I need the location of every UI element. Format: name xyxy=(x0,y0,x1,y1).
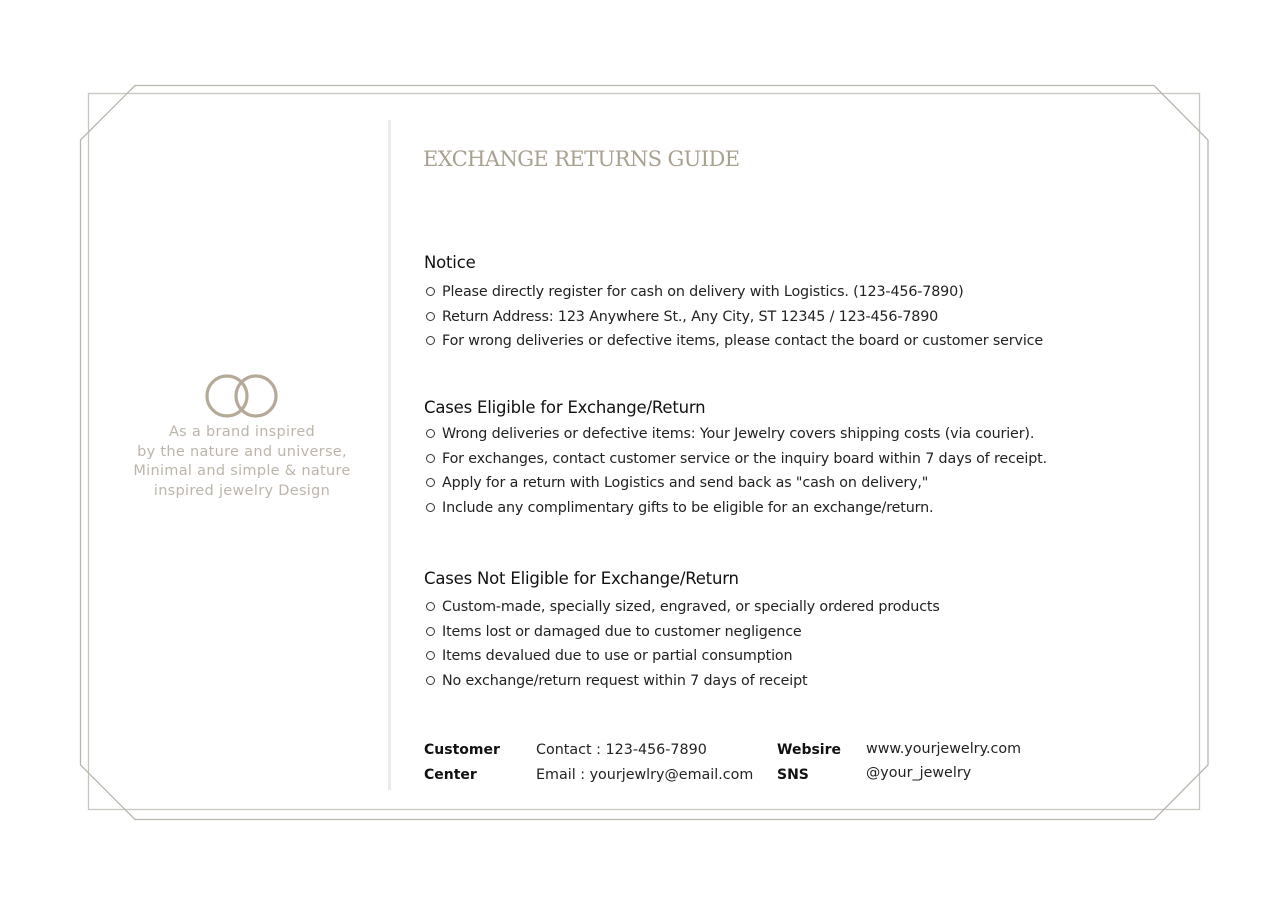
list-item-text: For exchanges, contact customer service or the inquiry board within 7 days of receipt. xyxy=(442,450,1047,467)
hollow-circle-icon xyxy=(426,454,435,463)
tagline-line: Minimal and simple & nature xyxy=(133,463,351,480)
eligible-section xyxy=(424,398,1047,520)
brand-block xyxy=(120,372,364,502)
not-eligible-section xyxy=(424,569,940,693)
sns-label: SNS xyxy=(777,766,809,783)
list-item-text: Include any complimentary gifts to be eligible for an exchange/return. xyxy=(442,499,934,516)
hollow-circle-icon xyxy=(426,602,435,611)
hollow-circle-icon xyxy=(426,478,435,487)
list-item xyxy=(424,447,1047,472)
sns-handle[interactable]: @your_jewelry xyxy=(866,765,972,781)
hollow-circle-icon xyxy=(426,503,435,512)
contact-phone: Contact : 123-456-7890 xyxy=(536,742,707,758)
hollow-circle-icon xyxy=(426,651,435,660)
list-item xyxy=(424,471,1047,496)
online-labels xyxy=(777,738,841,787)
list-item xyxy=(424,329,1043,354)
not-eligible-list xyxy=(424,595,940,693)
list-item xyxy=(424,280,1043,305)
list-item xyxy=(424,496,1047,521)
brand-tagline xyxy=(120,423,364,502)
customer-center-label xyxy=(424,738,500,787)
website-link[interactable]: www.yourjewelry.com xyxy=(866,741,1022,757)
section-heading: Notice xyxy=(424,253,476,272)
list-item-text: Items lost or damaged due to customer negligence xyxy=(442,623,802,640)
website-label: Websire xyxy=(777,742,841,758)
hollow-circle-icon xyxy=(426,676,435,685)
vertical-divider xyxy=(388,120,391,790)
online-values xyxy=(866,737,1021,785)
customer-center-values xyxy=(536,738,753,787)
list-item-text: Custom-made, specially sized, engraved, or specially ordered products xyxy=(442,599,940,615)
hollow-circle-icon xyxy=(426,429,435,438)
list-item-text: Items devalued due to use or partial consumption xyxy=(442,648,793,664)
list-item-text: Return Address: 123 Anywhere St., Any City, ST 12345 / 123-456-7890 xyxy=(442,308,939,325)
hollow-circle-icon xyxy=(426,287,435,296)
list-item-text: For wrong deliveries or defective items, please contact the board or customer service xyxy=(442,333,1044,349)
label-line: Customer xyxy=(424,742,500,758)
list-item xyxy=(424,595,940,620)
hollow-circle-icon xyxy=(426,312,435,321)
section-heading: Cases Eligible for Exchange/Return xyxy=(424,398,706,417)
interlocked-rings-icon xyxy=(204,372,280,420)
list-item-text: Please directly register for cash on delivery with Logistics. (123-456-7890) xyxy=(442,284,964,300)
contact-email[interactable]: Email : yourjewlry@email.com xyxy=(536,766,754,783)
list-item xyxy=(424,305,1043,330)
list-item-text: Wrong deliveries or defective items: Your Jewelry covers shipping costs (via courier). xyxy=(442,426,1035,442)
list-item xyxy=(424,644,940,669)
hollow-circle-icon xyxy=(426,336,435,345)
list-item xyxy=(424,620,940,645)
list-item-text: Apply for a return with Logistics and send back as "cash on delivery," xyxy=(442,475,929,491)
tagline-line: As a brand inspired xyxy=(168,424,316,440)
list-item xyxy=(424,669,940,694)
tagline-line: inspired jewelry Design xyxy=(153,483,331,500)
label-line: Center xyxy=(424,766,477,783)
notice-section xyxy=(424,253,1043,354)
section-heading: Cases Not Eligible for Exchange/Return xyxy=(424,569,739,588)
hollow-circle-icon xyxy=(426,627,435,636)
notice-list xyxy=(424,280,1043,354)
list-item xyxy=(424,422,1047,447)
eligible-list xyxy=(424,422,1047,520)
list-item-text: No exchange/return request within 7 days of receipt xyxy=(442,672,808,689)
page-title: EXCHANGE RETURNS GUIDE xyxy=(423,147,740,171)
tagline-line: by the nature and universe, xyxy=(137,443,347,460)
